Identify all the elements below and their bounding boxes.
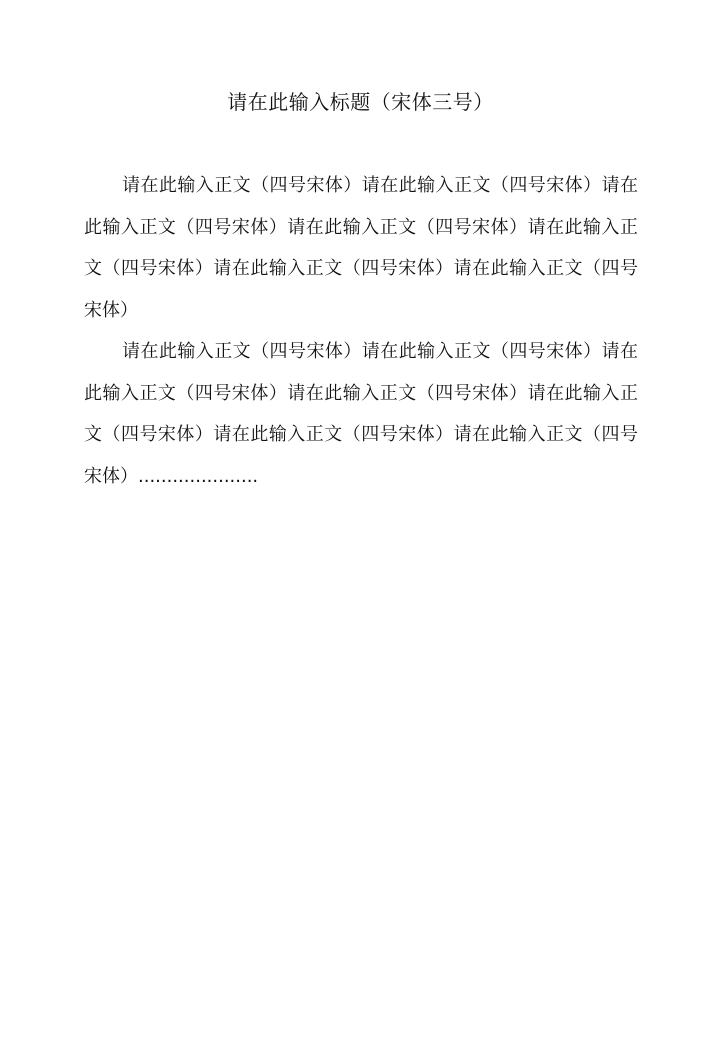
body-paragraph-2: 请在此输入正文（四号宋体）请在此输入正文（四号宋体）请在此输入正文（四号宋体）请在此输入正文（四号宋体）请在此输入正文（四号宋体）请在此输入正文（四号宋体）请在此输入正文（四号宋体）.....................: [84, 341, 638, 487]
document-title: 请在此输入标题（宋体三号）: [227, 90, 494, 114]
document-body: [84, 165, 638, 497]
body-paragraph-1: 请在此输入正文（四号宋体）请在此输入正文（四号宋体）请在此输入正文（四号宋体）请在此输入正文（四号宋体）请在此输入正文（四号宋体）请在此输入正文（四号宋体）请在此输入正文（四号宋体）: [84, 175, 638, 321]
